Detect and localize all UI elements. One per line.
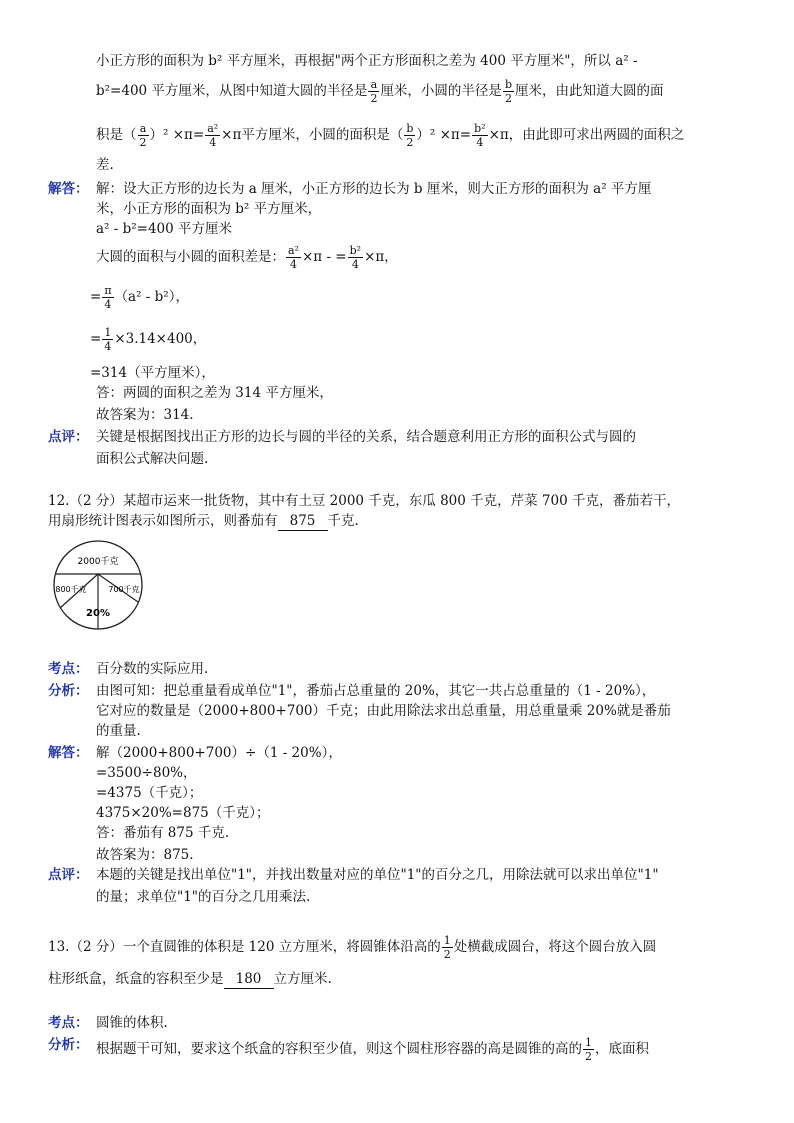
text-span: ×π， [364,249,398,265]
keypoint-label: 考点： [48,1015,89,1031]
text-span: ，底面积 [595,1041,649,1057]
analysis-line: 的重量. [96,723,141,739]
text-span: ×π - = [301,249,347,265]
text-span: 立方厘米. [273,971,332,987]
text-span: b²=400 平方厘米，从图中知道大圆的半径是 [96,83,368,99]
text-span: ×3.14×400， [114,331,207,347]
fraction-1-over-2: $\frac{1}{2}$ [443,934,451,961]
fraction-1-over-2: $\frac{1}{2}$ [585,1036,592,1063]
text-span: 根据题干可知，要求这个纸盒的容积至少值，则这个圆柱形容器的高是圆锥的高的 [96,1041,582,1057]
pie-svg [48,540,150,630]
analysis-line-1: 小正方形的面积为 b² 平方厘米，再根据"两个正方形面积之差为 400 平方厘米"，所以 a² - [96,53,638,69]
fraction-b2-over-4: $\frac{\text{b²}}{4}$ [349,244,362,271]
pie-label-wintermelon: 800千克 [55,585,87,594]
pie-label-celery: 700千克 [108,585,140,594]
analysis-line-3 [96,122,684,149]
solution-line [96,244,398,271]
fraction-b-over-2: $\frac{b}{2}$ [504,78,512,105]
question-12-line-1: 12.（2 分）某超市运来一批货物，其中有土豆 2000 千克，东瓜 800 千克，芹菜 700 千克，番茄若干， [48,493,680,509]
text-span: 处横截成圆台，将这个圆台放入圆 [453,939,657,955]
fraction-1-over-4: $\frac{1}{4}$ [104,326,112,353]
text-span: ×π平方厘米，小圆的面积是（ [221,127,404,143]
analysis-line: 它对应的数量是（2000+800+700）千克；由此用除法求出总重量，用总重量乘 20%就是番茄 [96,703,671,719]
question-13-line-1 [48,934,656,961]
pie-label-potato: 2000千克 [77,557,119,567]
solution-line: 解：设大正方形的边长为 a 厘米，小正方形的边长为 b 厘米，则大正方形的面积为 a² 平方厘 [96,181,652,197]
solution-line: 4375×20%=875（千克）； [96,805,270,821]
review-line: 的量；求单位"1"的百分之几用乘法. [96,889,311,905]
fraction-a2-over-4: $\frac{\text{a²}}{4}$ [207,122,219,149]
fraction-a2-over-4: $\frac{\text{a²}}{4}$ [288,244,299,271]
text-span: 千克. [327,513,359,529]
analysis-label: 分析： [48,1037,89,1053]
solution-line: 解（2000+800+700）÷（1 - 20%）， [96,745,342,761]
fraction-b2-over-4: $\frac{\text{b²}}{4}$ [474,122,486,149]
text-span: 13.（2 分）一个直圆锥的体积是 120 立方厘米，将圆锥体沿高的 [48,939,441,955]
text-span: = [90,289,102,305]
solution-line: 米，小正方形的面积为 b² 平方厘米， [96,201,322,217]
text-span: 大圆的面积与小圆的面积差是： [96,249,285,265]
analysis-line-2 [96,78,663,105]
review-line: 关键是根据图找出正方形的边长与圆的半径的关系，结合题意利用正方形的面积公式与圆的 [96,429,636,445]
solution-line: a² - b²=400 平方厘米 [96,221,233,237]
text-span: ）² ×π= [416,127,472,143]
keypoint-text: 圆锥的体积. [96,1015,168,1031]
solution-line [90,326,206,353]
solution-line: 故答案为：875. [96,847,194,863]
answer-blank: 180 [224,970,274,989]
solution-line: =314（平方厘米）， [90,365,215,381]
text-span: 积是（ [96,127,137,143]
analysis-line-4: 差. [96,157,114,173]
text-span: 厘米，由此知道大圆的面 [514,83,664,99]
solution-line: =3500÷80%， [96,765,197,781]
solution-line: 答：两圆的面积之差为 314 平方厘米， [96,385,333,401]
review-label: 点评： [48,429,89,445]
solution-line: 答：番茄有 875 千克. [96,825,230,841]
text-span: = [90,331,102,347]
review-line: 本题的关键是找出单位"1"，并找出数量对应的单位"1"的百分之几，用除法就可以求出单位"1" [96,867,659,883]
text-span: （a² - b²）， [114,289,189,305]
keypoint-text: 百分数的实际应用. [96,661,209,677]
keypoint-label: 考点： [48,661,89,677]
solution-label: 解答： [48,745,89,761]
text-span: 厘米，小圆的半径是 [380,83,502,99]
analysis-line: 由图可知：把总重量看成单位"1"，番茄占总重量的 20%，其它一共占总重量的（1 - 20%）， [96,683,656,699]
review-line: 面积公式解决问题. [96,451,209,467]
question-13-line-2 [48,970,332,989]
solution-label: 解答： [48,181,89,197]
text-span: 柱形纸盒，纸盒的容积至少是 [48,971,224,987]
answer-blank: 875 [278,512,328,531]
solution-line: =4375（千克）； [96,785,203,801]
solution-line: 故答案为：314. [96,407,194,423]
pie-label-tomato: 20% [86,608,110,619]
text-span: 用扇形统计图表示如图所示，则番茄有 [48,513,278,529]
analysis-label: 分析： [48,683,89,699]
pie-chart [48,540,150,630]
review-label: 点评： [48,867,89,883]
analysis-line [96,1036,649,1063]
solution-line [90,284,189,311]
text-span: ）² ×π= [149,127,205,143]
fraction-a-over-2: $\frac{a}{2}$ [370,78,378,105]
fraction-a-over-2: $\frac{a}{2}$ [139,122,147,149]
question-12-line-2 [48,512,359,531]
fraction-b-over-2: $\frac{b}{2}$ [406,122,414,149]
fraction-pi-over-4: $\frac{\pi}{4}$ [104,284,112,311]
text-span: ×π，由此即可求出两圆的面积之 [488,127,685,143]
